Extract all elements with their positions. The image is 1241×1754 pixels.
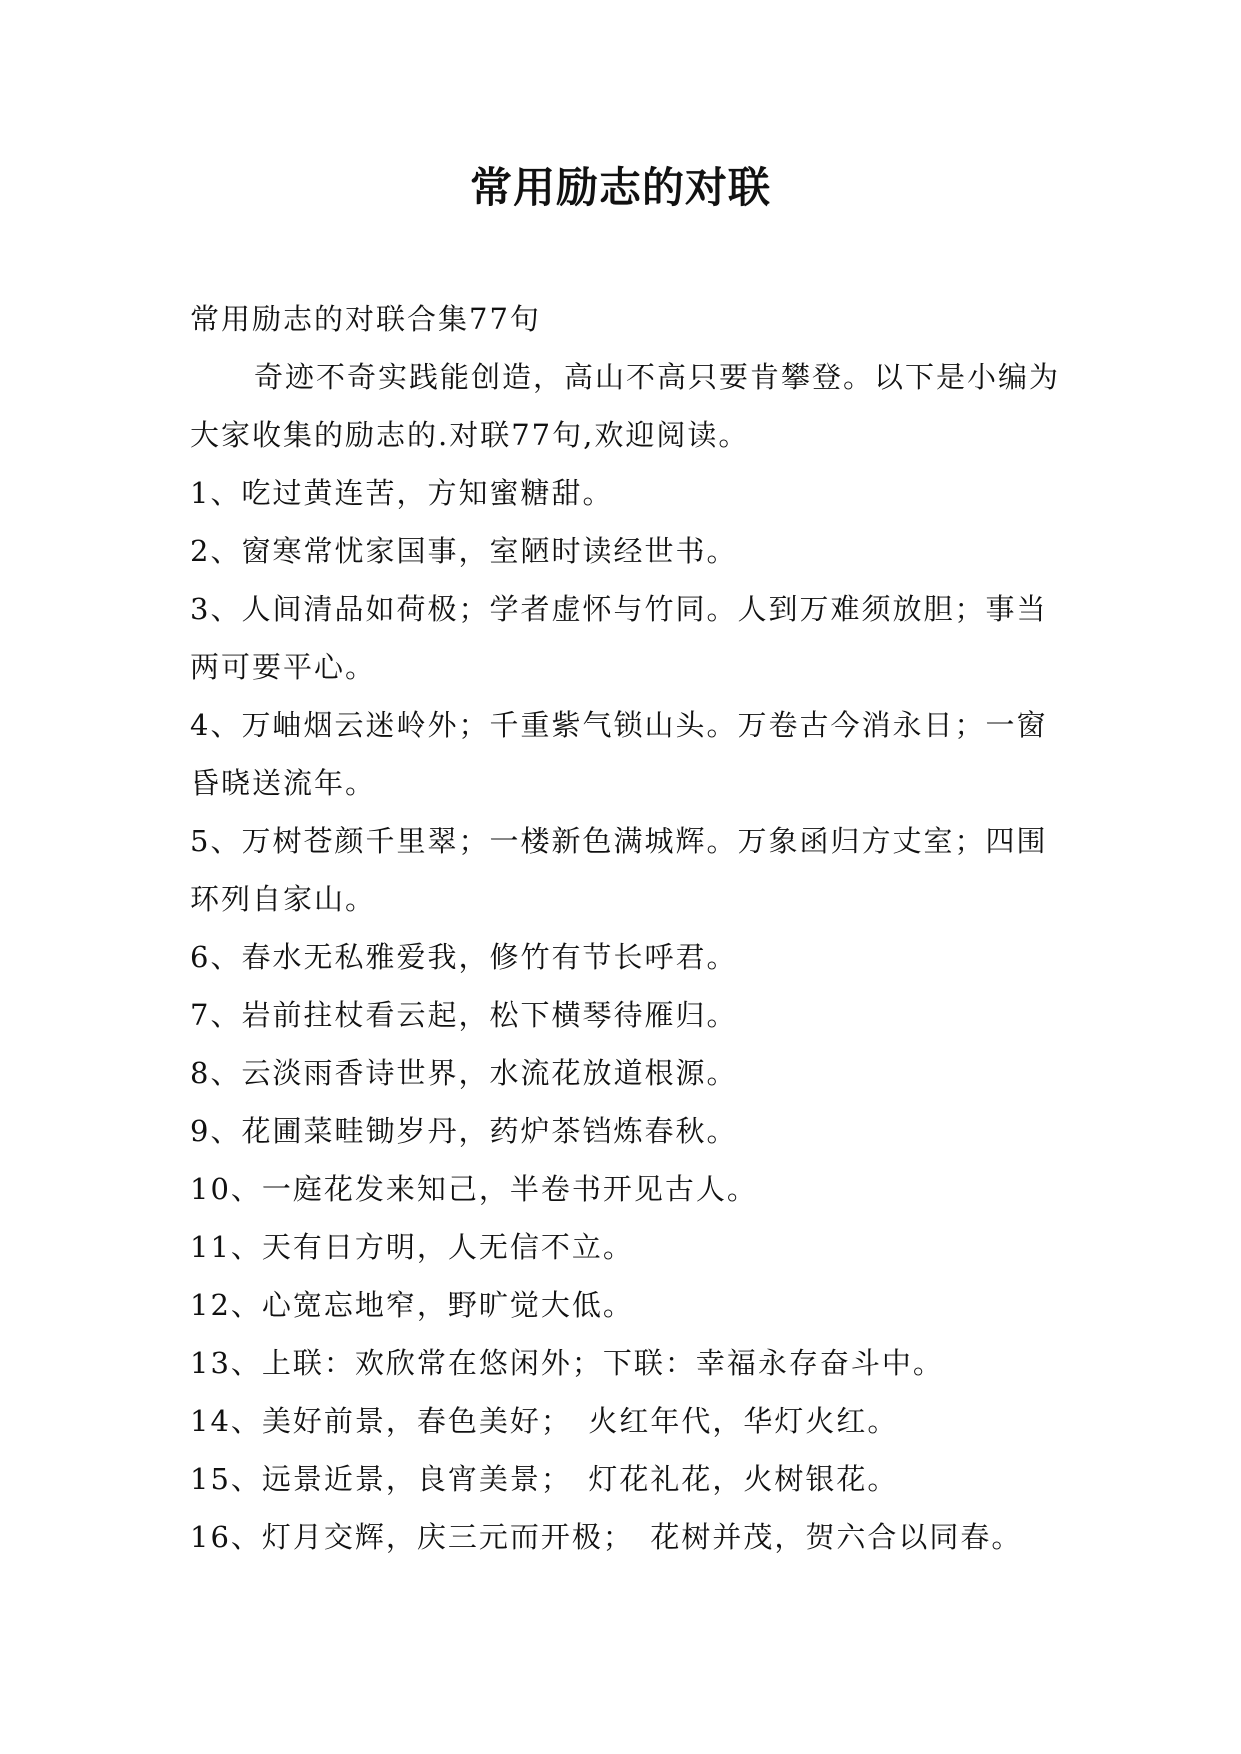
document-subtitle: 常用励志的对联合集77句 [190,302,541,336]
couplet-item: 1、吃过黄连苦，方知蜜糖甜。 [190,476,614,510]
couplet-item: 2、窗寒常忧家国事，室陋时读经世书。 [190,534,738,568]
couplet-item: 10、一庭花发来知己，半卷书开见古人。 [190,1172,758,1206]
couplet-item: 5、万树苍颜千里翠；一楼新色满城辉。万象函归方丈室；四围环列自家山。 [190,824,1048,916]
couplet-item: 9、花圃菜畦锄岁丹，药炉茶铛炼春秋。 [190,1114,738,1148]
couplet-item: 7、岩前拄杖看云起，松下横琴待雁归。 [190,998,738,1032]
couplet-item: 3、人间清品如荷极；学者虚怀与竹同。人到万难须放胆；事当两可要平心。 [190,592,1048,684]
couplet-item: 15、远景近景，良宵美景； 灯花礼花，火树银花。 [190,1462,899,1496]
couplet-item: 14、美好前景，春色美好； 火红年代，华灯火红。 [190,1404,899,1438]
couplet-item: 16、灯月交辉，庆三元而开极； 花树并茂，贺六合以同春。 [190,1520,1023,1554]
couplet-item: 6、春水无私雅爱我，修竹有节长呼君。 [190,940,738,974]
intro-paragraph: 奇迹不奇实践能创造，高山不高只要肯攀登。以下是小编为大家收集的励志的.对联77句,欢迎阅读。 [190,360,1061,452]
couplet-item: 12、心宽忘地窄，野旷觉大低。 [190,1288,634,1322]
couplet-item: 13、上联：欢欣常在悠闲外；下联：幸福永存奋斗中。 [190,1346,944,1380]
couplet-item: 11、天有日方明，人无信不立。 [190,1230,634,1264]
couplet-item: 4、万岫烟云迷岭外；千重紫气锁山头。万卷古今消永日；一窗昏晓送流年。 [190,708,1048,800]
document-body [190,290,1070,1566]
couplet-item: 8、云淡雨香诗世界，水流花放道根源。 [190,1056,738,1090]
page-title: 常用励志的对联 [469,163,771,212]
